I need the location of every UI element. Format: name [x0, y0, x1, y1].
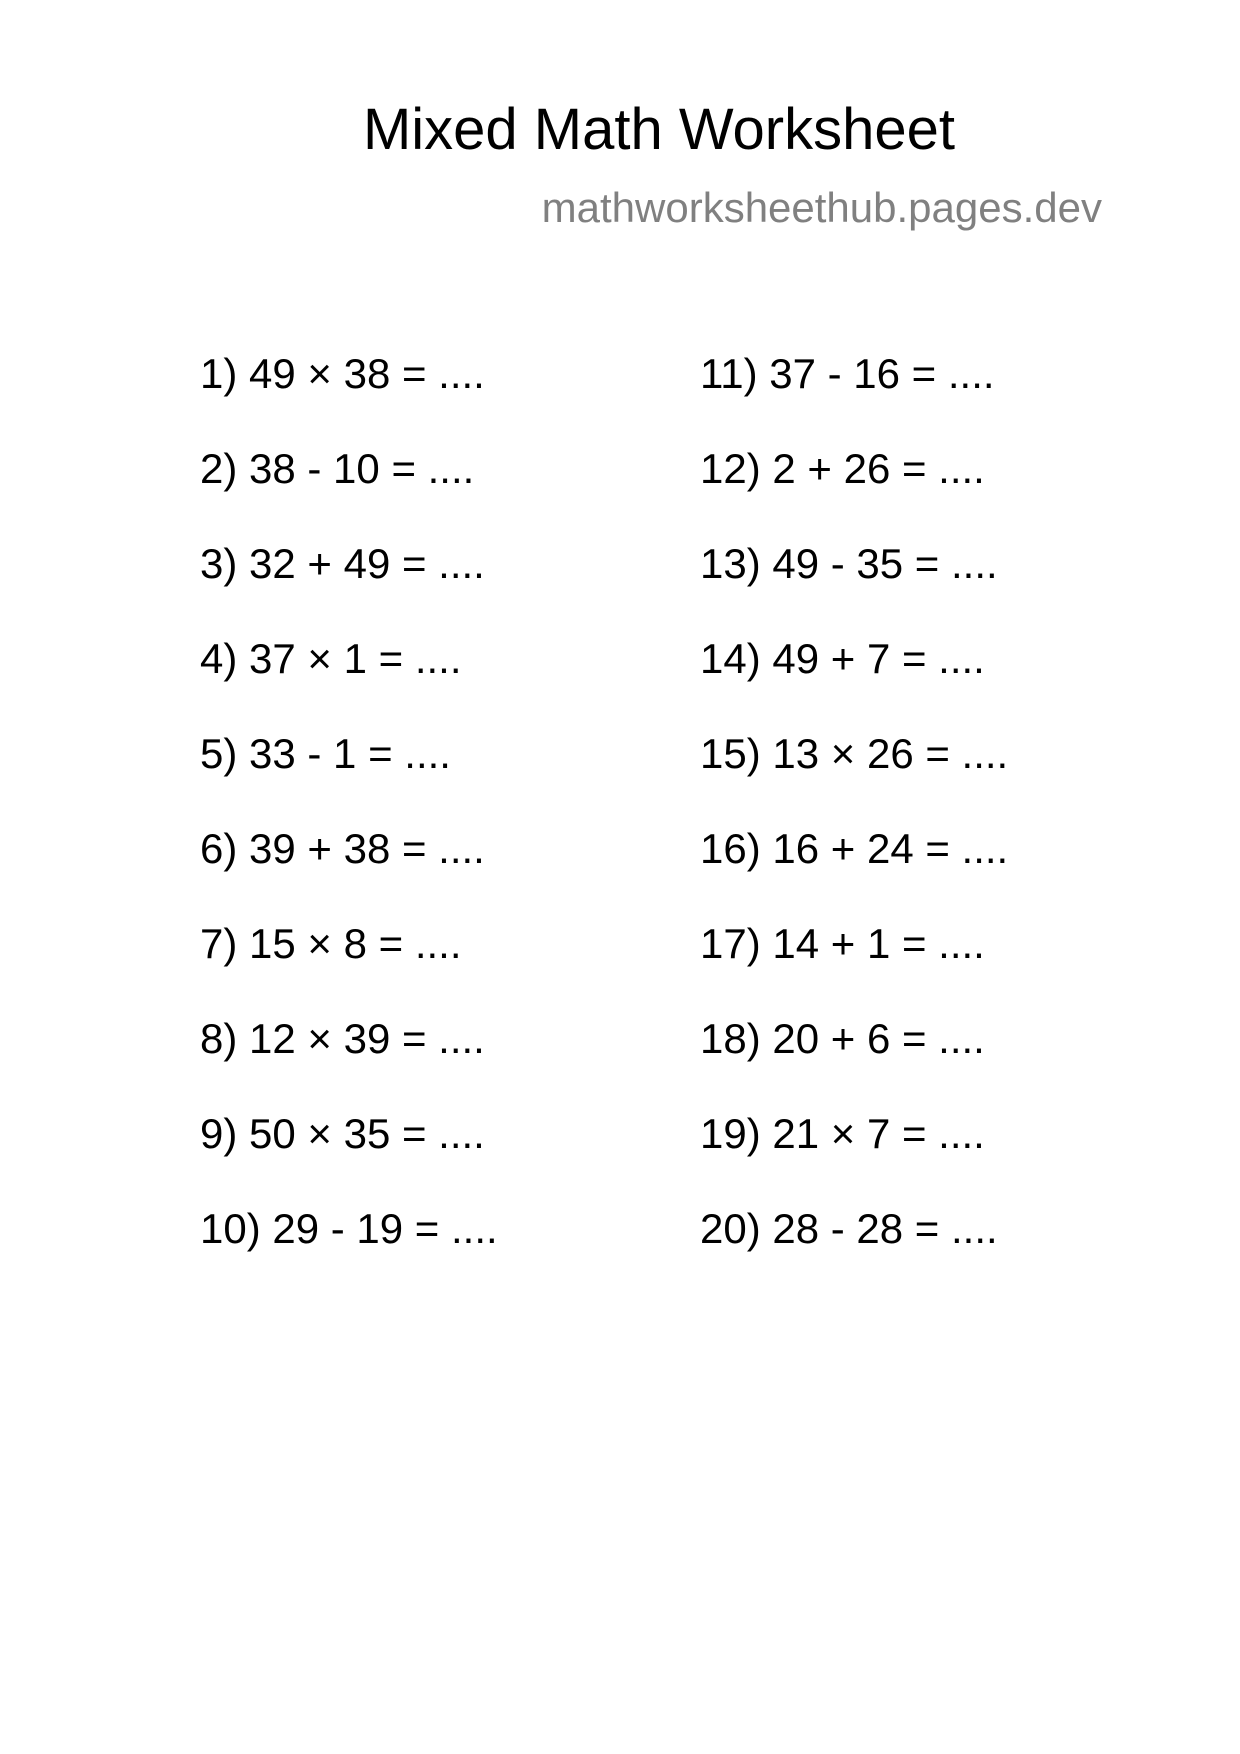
problem-12: 12) 2 + 26 = ....: [700, 445, 985, 492]
problem-14: 14) 49 + 7 = ....: [700, 635, 985, 682]
problem-5: 5) 33 - 1 = ....: [200, 730, 451, 777]
problem-column-right: [700, 350, 1180, 1300]
problem-4: 4) 37 × 1 = ....: [200, 635, 462, 682]
problem-10: 10) 29 - 19 = ....: [200, 1205, 498, 1252]
problem-7: 7) 15 × 8 = ....: [200, 920, 462, 967]
problem-20: 20) 28 - 28 = ....: [700, 1205, 998, 1252]
problem-column-left: [200, 350, 680, 1300]
problem-13: 13) 49 - 35 = ....: [700, 540, 998, 587]
problem-15: 15) 13 × 26 = ....: [700, 730, 1009, 777]
problem-2: 2) 38 - 10 = ....: [200, 445, 475, 492]
problem-17: 17) 14 + 1 = ....: [700, 920, 985, 967]
problem-18: 18) 20 + 6 = ....: [700, 1015, 985, 1062]
problem-9: 9) 50 × 35 = ....: [200, 1110, 485, 1157]
problem-19: 19) 21 × 7 = ....: [700, 1110, 985, 1157]
problem-6: 6) 39 + 38 = ....: [200, 825, 485, 872]
worksheet-title: Mixed Math Worksheet: [362, 97, 956, 162]
problem-11: 11) 37 - 16 = ....: [700, 350, 995, 397]
source-url: mathworksheethub.pages.dev: [541, 184, 1102, 231]
problem-1: 1) 49 × 38 = ....: [200, 350, 485, 397]
problem-8: 8) 12 × 39 = ....: [200, 1015, 485, 1062]
problem-3: 3) 32 + 49 = ....: [200, 540, 485, 587]
problem-16: 16) 16 + 24 = ....: [700, 825, 1009, 872]
